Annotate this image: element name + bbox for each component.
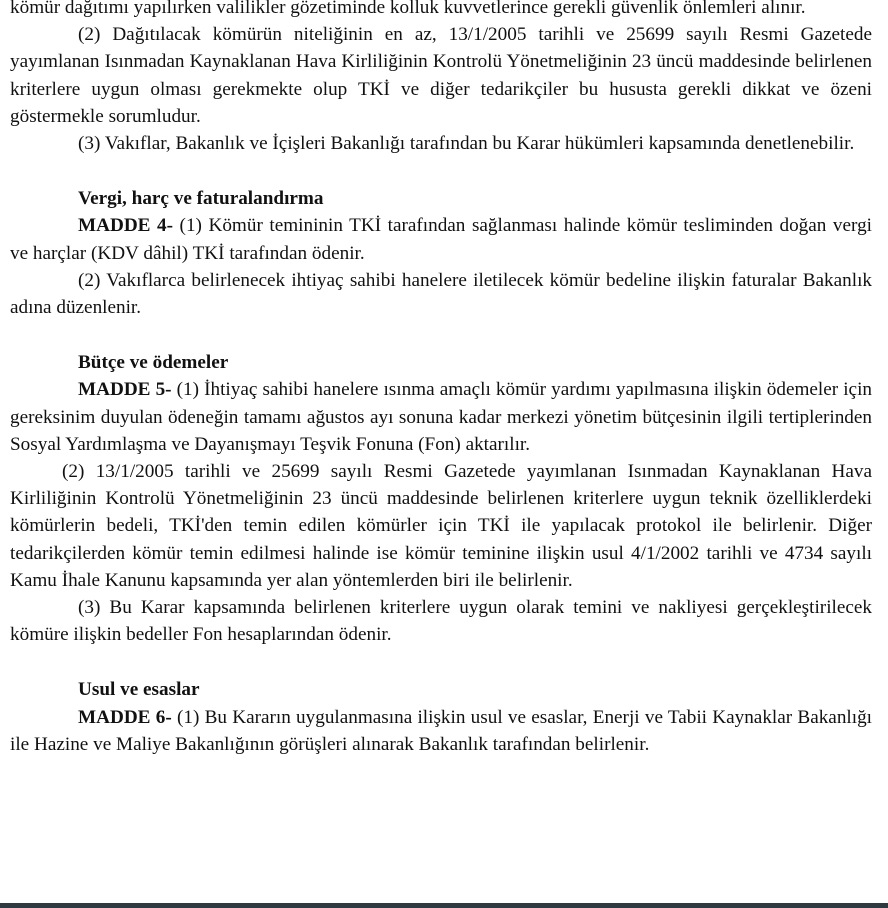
article-paragraph bbox=[10, 704, 872, 758]
paragraph: kömür dağıtımı yapılırken valilikler gözetiminde kolluk kuvvetlerince gerekli güvenlik önlemleri alınır. bbox=[10, 0, 806, 18]
article-text: (1) Kömür temininin TKİ tarafından sağlanması halinde kömür tesliminden doğan vergi ve harçlar (KDV dâhil) TKİ tarafından ödenir. bbox=[10, 215, 872, 264]
section-heading-vergi: Vergi, harç ve faturalandırma bbox=[78, 188, 324, 210]
section-heading-butce: Bütçe ve ödemeler bbox=[78, 352, 229, 374]
paragraph: (2) 13/1/2005 tarihli ve 25699 sayılı Resmi Gazetede yayımlanan Isınmadan Kaynaklanan Hava Kirliliğinin Kontrolü Yönetmeliğinin 23 üncü maddesinde belirlenen kriterlere uygun teknik özelliklerdeki kömürlerin bedeli, TKİ'den temin edilen kömürler için TKİ ile yapılacak protokol ile belirlenir. Diğer tedarikçilerden kömür temin edilmesi halinde ise kömür teminine ilişkin usul 4/1/2002 tarihli ve 4734 sayılı Kamu İhale Kanunu kapsamında yer alan yöntemlerden biri ile belirlenir. bbox=[10, 461, 872, 591]
paragraph: (3) Bu Karar kapsamında belirlenen kriterlere uygun olarak temini ve nakliyesi gerçekleştirilecek kömüre ilişkin bedeller Fon hesaplarından ödenir. bbox=[10, 597, 872, 646]
article-paragraph bbox=[10, 376, 872, 458]
article-text: (1) İhtiyaç sahibi hanelere ısınma amaçlı kömür yardımı yapılmasına ilişkin ödemeler için gereksinim duyulan ödeneğin tamamı ağustos ayı sonuna kadar merkezi yönetim bütçesinin ilgili tertiplerinden Sosyal Yardımlaşma ve Dayanışmayı Teşvik Fonuna (Fon) aktarılır. bbox=[10, 379, 873, 455]
bottom-divider bbox=[0, 903, 888, 908]
article-text: (1) Bu Kararın uygulanmasına ilişkin usul ve esaslar, Enerji ve Tabii Kaynaklar Bakanlığı ile Hazine ve Maliye Bakanlığının görüşleri alınarak Bakanlık tarafından belirlenir. bbox=[10, 706, 873, 755]
article-label: MADDE 5- bbox=[78, 379, 172, 401]
section-heading-usul: Usul ve esaslar bbox=[78, 679, 200, 701]
article-label: MADDE 4- bbox=[78, 215, 174, 237]
paragraph: (2) Vakıflarca belirlenecek ihtiyaç sahibi hanelere iletilecek kömür bedeline ilişkin faturalar Bakanlık adına düzenlenir. bbox=[10, 269, 872, 319]
paragraph: (3) Vakıflar, Bakanlık ve İçişleri Bakanlığı tarafından bu Karar hükümleri kapsamında denetlenebilir. bbox=[78, 133, 855, 155]
document-page bbox=[10, 0, 872, 758]
article-label: MADDE 6- bbox=[78, 706, 172, 728]
article-paragraph bbox=[10, 212, 872, 266]
paragraph: (2) Dağıtılacak kömürün niteliğinin en az, 13/1/2005 tarihli ve 25699 sayılı Resmi Gazetede yayımlanan Isınmadan Kaynaklanan Hava Kirliliğinin Kontrolü Yönetmeliğinin 23 üncü maddesinde belirlenen kriterlere uygun olması gerekmekte olup TKİ ve diğer tedarikçiler bu hususta gerekli dikkat ve özeni göstermekle sorumludur. bbox=[10, 24, 872, 127]
